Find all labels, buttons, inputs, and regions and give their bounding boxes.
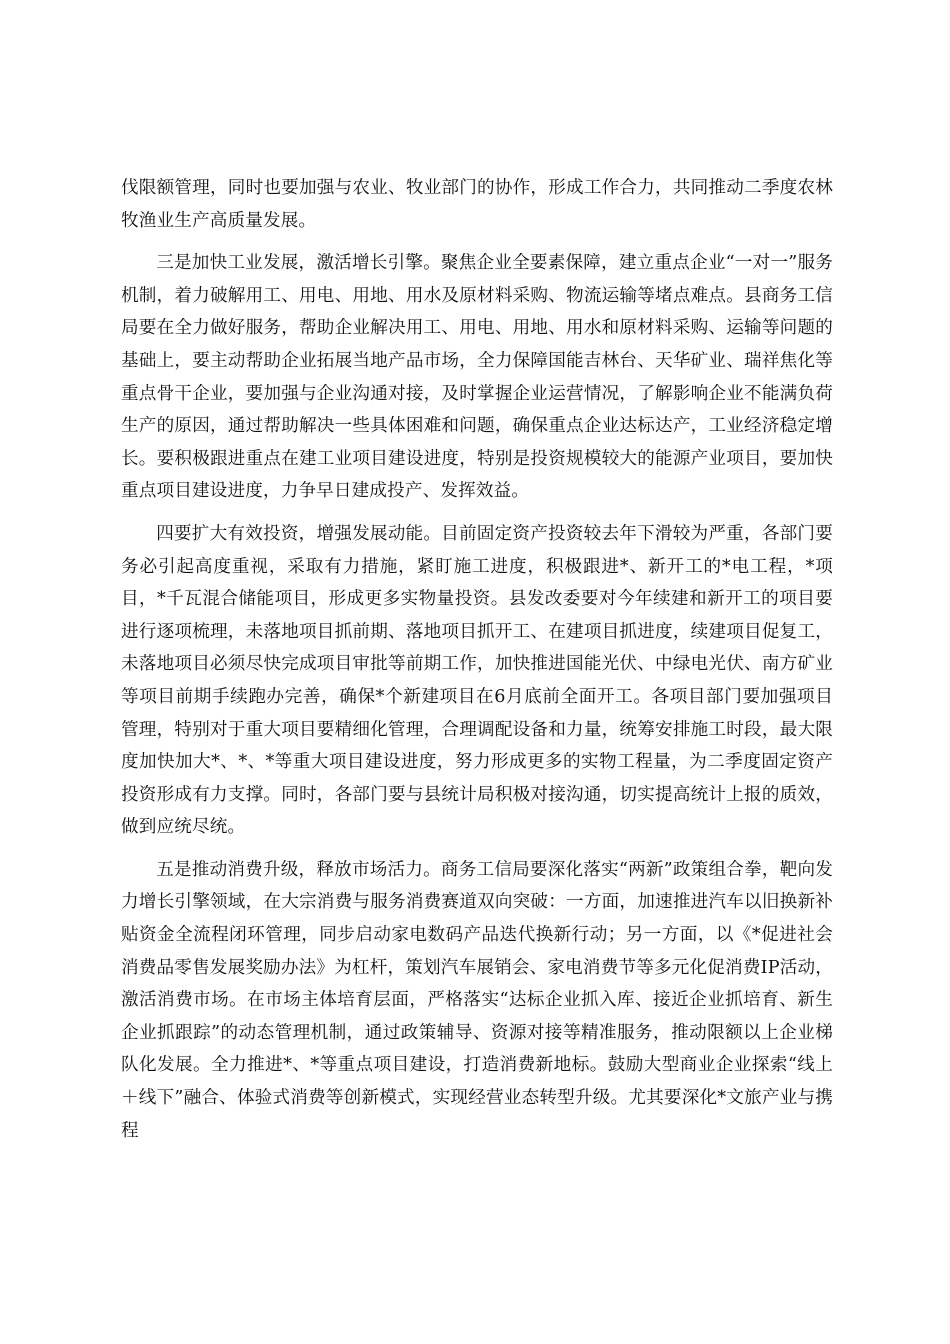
paragraph-consumption: 五是推动消费升级，释放市场活力。商务工信局要深化落实“两新”政策组合拳，靶向发力增长引擎领域，在大宗消费与服务消费赛道双向突破：一方面，加速推进汽车以旧换新补贴资金全流程闭环管理，同步启动家电数码产品迭代换新行动；另一方面，以《*促进社会消费品零售发展奖励办法》为杠杆，策划汽车展销会、家电消费节等多元化促消费IP活动，激活消费市场。在市场主体培育层面，严格落实“达标企业抓入库、接近企业抓培育、新生企业抓跟踪”的动态管理机制，通过政策辅导、资源对接等精准服务，推动限额以上企业梯队化发展。全力推进*、*等重点项目建设，打造消费新地标。鼓励大型商业企业探索“线上＋线下”融合、体验式消费等创新模式，实现经营业态转型升级。尤其要深化*文旅产业与携程: [121, 859, 833, 1141]
paragraph-industry: 三是加快工业发展，激活增长引擎。聚焦企业全要素保障，建立重点企业“一对一”服务机制，着力破解用工、用电、用地、用水及原材料采购、物流运输等堵点难点。县商务工信局要在全力做好服务，帮助企业解决用工、用电、用地、用水和原材料采购、运输等问题的基础上，要主动帮助企业拓展当地产品市场，全力保障国能吉林台、天华矿业、瑞祥焦化等重点骨干企业，要加强与企业沟通对接，及时掌握企业运营情况，了解影响企业不能满负荷生产的原因，通过帮助解决一些具体困难和问题，确保重点企业达标达产，工业经济稳定增长。要积极跟进重点在建工业项目建设进度，特别是投资规模较大的能源产业项目，要加快重点项目建设进度，力争早日建成投产、发挥效益。: [121, 253, 833, 502]
paragraph-investment: 四要扩大有效投资，增强发展动能。目前固定资产投资较去年下滑较为严重，各部门要务必引起高度重视，采取有力措施，紧盯施工进度，积极跟进*、新开工的*电工程，*项目，*千瓦混合储能项目，形成更多实物量投资。县发改委要对今年续建和新开工的项目要进行逐项梳理，未落地项目抓前期、落地项目抓开工、在建项目抓进度，续建项目促复工，未落地项目必须尽快完成项目审批等前期工作，加快推进国能光伏、中绿电光伏、南方矿业等项目前期手续跑办完善，确保*个新建项目在6月底前全面开工。各项目部门要加强项目管理，特别对于重大项目要精细化管理，合理调配设备和力量，统筹安排施工时段，最大限度加快加大*、*、*等重大项目建设进度，努力形成更多的实物工程量，为二季度固定资产投资形成有力支撑。同时，各部门要与县统计局积极对接沟通，切实提高统计上报的质效，做到应统尽统。: [121, 523, 833, 838]
document-page: [121, 172, 833, 1157]
paragraph-continuation: 伐限额管理，同时也要加强与农业、牧业部门的协作，形成工作合力，共同推动二季度农林牧渔业生产高质量发展。: [121, 178, 833, 231]
